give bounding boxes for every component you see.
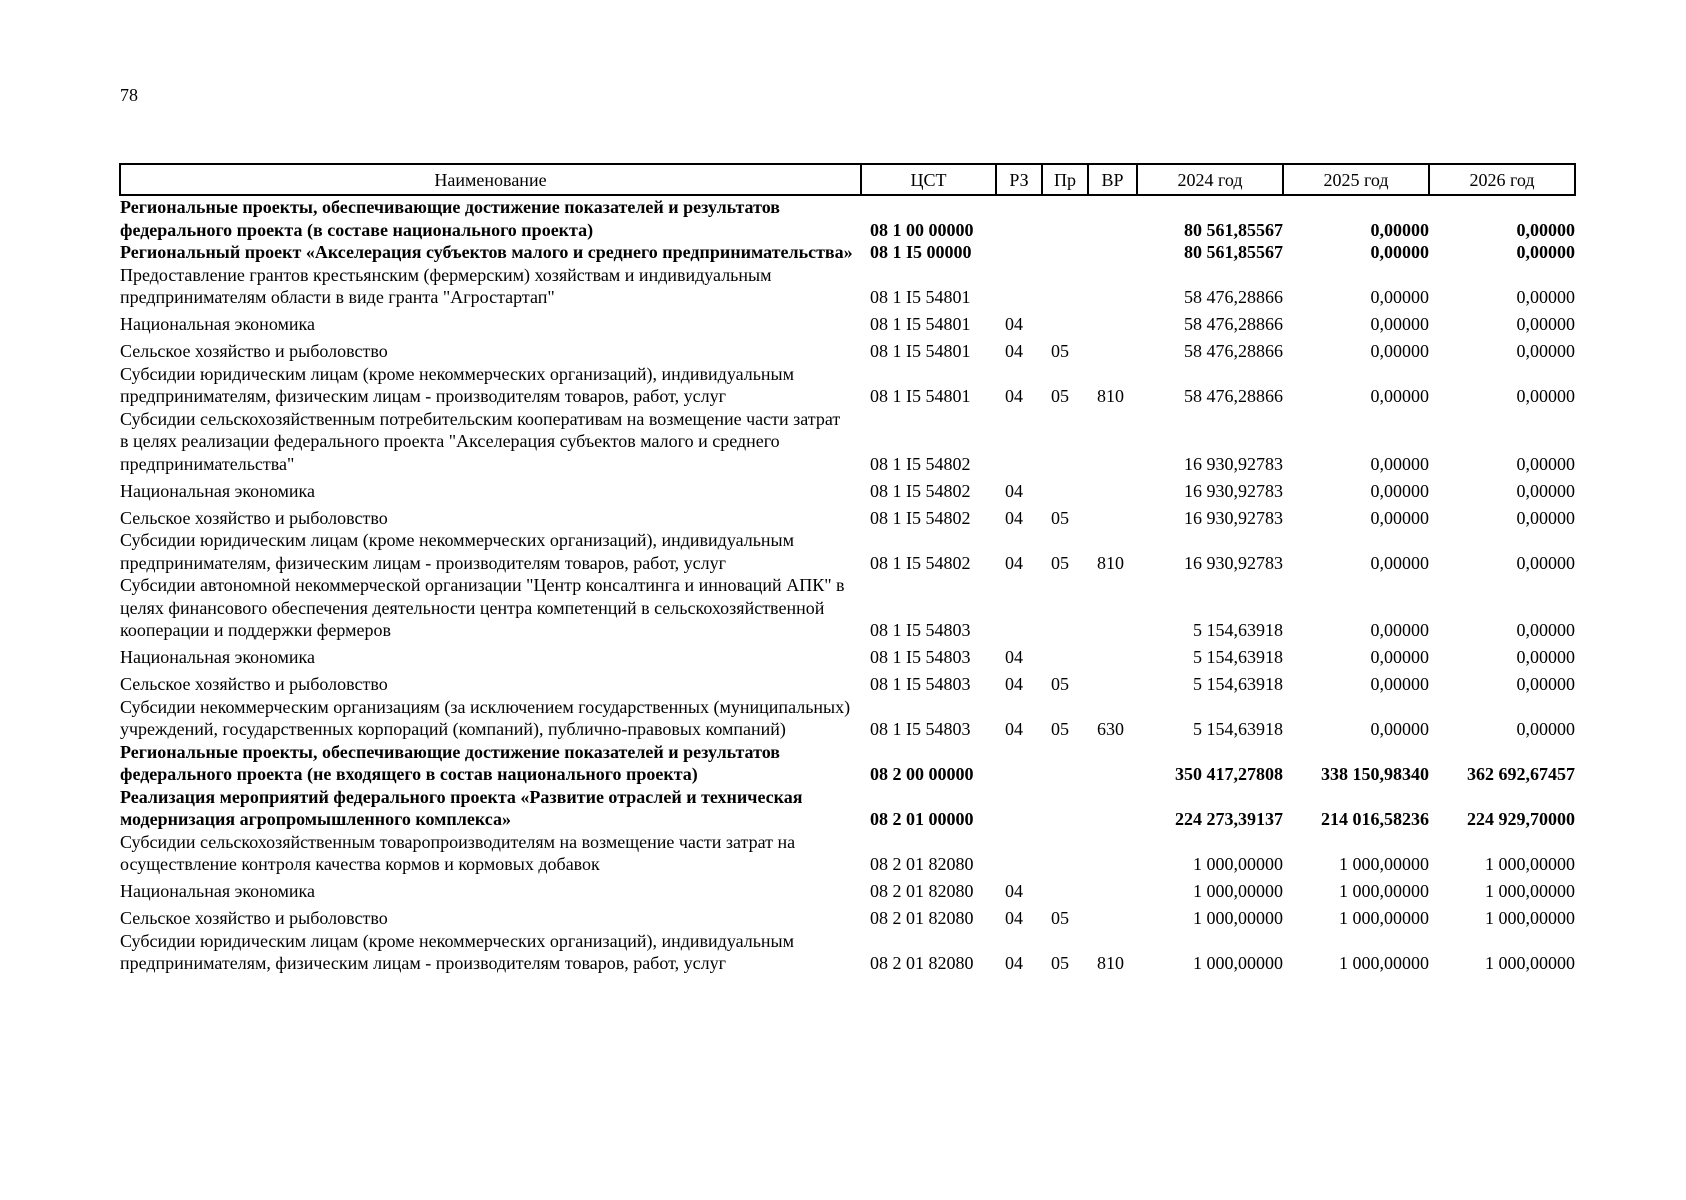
cell-2024: 1 000,00000 [1193, 881, 1283, 901]
budget-table [119, 163, 1576, 975]
cell-rz: 04 [1005, 507, 1023, 528]
cell-2025: 0,00000 [1370, 287, 1429, 307]
table-row [120, 241, 1575, 264]
cell-pr [1042, 786, 1088, 831]
cell-vr: 810 [1097, 552, 1124, 573]
table-row [120, 876, 1575, 903]
table-row [120, 903, 1575, 930]
cell-rz [996, 264, 1042, 309]
header-vr: ВР [1088, 164, 1137, 195]
cell-2024: 1 000,00000 [1193, 953, 1283, 973]
cell-2026: 0,00000 [1516, 507, 1575, 528]
cell-vr [1088, 876, 1137, 903]
cell-2026: 0,00000 [1516, 341, 1575, 361]
cell-rz [996, 195, 1042, 241]
cell-vr [1088, 408, 1137, 476]
cell-name: Национальная экономика [120, 480, 315, 501]
table-row [120, 669, 1575, 696]
cell-name: Реализация мероприятий федерального проекта «Развитие отраслей и техническая модернизация агропромышленного комплекса» [120, 786, 803, 829]
cell-2025: 0,00000 [1370, 552, 1429, 573]
cell-cst: 08 1 I5 54801 [870, 287, 971, 307]
cell-2026: 1 000,00000 [1485, 881, 1575, 901]
cell-name: Региональный проект «Акселерация субъектов малого и среднего предпринимательства» [120, 242, 853, 262]
cell-pr [1042, 264, 1088, 309]
cell-2026: 0,00000 [1516, 620, 1575, 640]
table-row [120, 195, 1575, 241]
header-2026: 2026 год [1429, 164, 1575, 195]
cell-pr [1042, 574, 1088, 642]
cell-vr: 810 [1097, 386, 1124, 406]
cell-name: Сельское хозяйство и рыболовство [120, 908, 388, 928]
cell-cst: 08 2 00 00000 [870, 764, 974, 784]
cell-2026: 1 000,00000 [1485, 908, 1575, 928]
header-2024: 2024 год [1137, 164, 1283, 195]
cell-2026: 0,00000 [1516, 314, 1575, 334]
cell-vr [1088, 502, 1137, 529]
table-row [120, 642, 1575, 669]
table-row [120, 475, 1575, 502]
cell-2024: 16 930,92783 [1184, 552, 1283, 573]
cell-2025: 0,00000 [1370, 219, 1429, 240]
table-row [120, 363, 1575, 408]
cell-2025: 0,00000 [1370, 620, 1429, 640]
header-2025: 2025 год [1283, 164, 1429, 195]
cell-pr [1042, 309, 1088, 336]
cell-2026: 0,00000 [1516, 647, 1575, 667]
cell-pr [1042, 642, 1088, 669]
cell-name: Предоставление грантов крестьянским (фермерским) хозяйствам и индивидуальным предпринимателям области в виде гранта "Агростартап" [120, 264, 772, 307]
cell-2024: 58 476,28866 [1184, 314, 1283, 334]
cell-pr [1042, 741, 1088, 786]
cell-2024: 224 273,39137 [1175, 809, 1283, 829]
cell-pr: 05 [1051, 507, 1069, 528]
table-row [120, 408, 1575, 476]
cell-name: Субсидии юридическим лицам (кроме некоммерческих организаций), индивидуальным предпринимателям, физическим лицам - производителям товаров, работ, услуг [120, 930, 795, 973]
cell-2026: 0,00000 [1516, 219, 1575, 240]
cell-rz [996, 574, 1042, 642]
cell-2024: 16 930,92783 [1184, 453, 1283, 474]
cell-2026: 0,00000 [1516, 386, 1575, 406]
cell-pr: 05 [1051, 386, 1069, 406]
cell-name: Региональные проекты, обеспечивающие достижение показателей и результатов федерального проекта (не входящего в состав национального проекта) [120, 741, 780, 784]
cell-rz: 04 [1005, 341, 1023, 361]
cell-2024: 1 000,00000 [1193, 908, 1283, 928]
cell-2025: 1 000,00000 [1339, 854, 1429, 874]
cell-2025: 0,00000 [1370, 453, 1429, 474]
cell-2024: 16 930,92783 [1184, 480, 1283, 501]
cell-2026: 0,00000 [1516, 480, 1575, 501]
cell-rz [996, 786, 1042, 831]
cell-pr: 05 [1051, 908, 1069, 928]
cell-pr: 05 [1051, 341, 1069, 361]
cell-vr [1088, 741, 1137, 786]
cell-2026: 0,00000 [1516, 674, 1575, 694]
cell-cst: 08 1 I5 54803 [870, 719, 971, 739]
header-rz: РЗ [996, 164, 1042, 195]
cell-vr [1088, 669, 1137, 696]
cell-name: Национальная экономика [120, 314, 315, 334]
cell-pr: 05 [1051, 674, 1069, 694]
cell-2026: 1 000,00000 [1485, 953, 1575, 973]
cell-vr [1088, 336, 1137, 363]
cell-cst: 08 1 I5 54801 [870, 341, 971, 361]
cell-name: Региональные проекты, обеспечивающие достижение показателей и результатов федерального проекта (в составе национального проекта) [120, 197, 780, 240]
cell-cst: 08 1 I5 54803 [870, 647, 971, 667]
page-number: 78 [120, 85, 138, 105]
cell-rz: 04 [1005, 881, 1023, 901]
cell-name: Сельское хозяйство и рыболовство [120, 341, 388, 361]
cell-2025: 338 150,98340 [1321, 764, 1429, 784]
cell-2024: 58 476,28866 [1184, 341, 1283, 361]
cell-vr: 630 [1097, 719, 1124, 739]
cell-cst: 08 2 01 82080 [870, 881, 974, 901]
table-row [120, 831, 1575, 876]
cell-name: Субсидии некоммерческим организациям (за исключением государственных (муниципальных) учреждений, государственных корпораций (компаний), публично-правовых компаний) [120, 696, 851, 739]
header-pr: Пр [1042, 164, 1088, 195]
cell-name: Субсидии сельскохозяйственным потребительским кооперативам на возмещение части затрат в целях реализации федерального проекта "Акселерация субъектов малого и среднего предпринимательства" [120, 408, 841, 474]
cell-cst: 08 1 I5 54802 [870, 480, 971, 501]
cell-rz: 04 [1005, 480, 1023, 501]
table-row [120, 309, 1575, 336]
cell-rz [996, 241, 1042, 264]
cell-vr [1088, 574, 1137, 642]
table-row [120, 930, 1575, 975]
cell-rz: 04 [1005, 552, 1023, 573]
cell-2026: 1 000,00000 [1485, 854, 1575, 874]
cell-2025: 0,00000 [1370, 507, 1429, 528]
cell-cst: 08 1 00 00000 [870, 219, 974, 240]
cell-rz: 04 [1005, 647, 1023, 667]
cell-2024: 5 154,63918 [1193, 674, 1283, 694]
cell-2024: 80 561,85567 [1184, 242, 1283, 262]
cell-2025: 0,00000 [1370, 386, 1429, 406]
cell-pr [1042, 408, 1088, 476]
cell-cst: 08 1 I5 54802 [870, 507, 971, 528]
cell-vr [1088, 831, 1137, 876]
cell-2024: 80 561,85567 [1184, 219, 1283, 240]
cell-2024: 1 000,00000 [1193, 854, 1283, 874]
cell-2025: 0,00000 [1370, 341, 1429, 361]
cell-rz [996, 408, 1042, 476]
cell-vr [1088, 475, 1137, 502]
cell-2024: 58 476,28866 [1184, 287, 1283, 307]
cell-2026: 0,00000 [1516, 719, 1575, 739]
cell-2026: 0,00000 [1516, 242, 1575, 262]
cell-2025: 0,00000 [1370, 647, 1429, 667]
cell-2024: 16 930,92783 [1184, 507, 1283, 528]
cell-cst: 08 1 I5 54803 [870, 674, 971, 694]
cell-rz: 04 [1005, 674, 1023, 694]
cell-vr [1088, 903, 1137, 930]
cell-rz: 04 [1005, 908, 1023, 928]
cell-vr [1088, 241, 1137, 264]
cell-pr: 05 [1051, 552, 1069, 573]
header-name: Наименование [120, 164, 861, 195]
cell-2025: 0,00000 [1370, 480, 1429, 501]
cell-pr [1042, 876, 1088, 903]
cell-vr [1088, 195, 1137, 241]
table-row [120, 336, 1575, 363]
table-header-row [120, 164, 1575, 195]
cell-name: Субсидии юридическим лицам (кроме некоммерческих организаций), индивидуальным предпринимателям, физическим лицам - производителям товаров, работ, услуг [120, 363, 795, 406]
cell-name: Сельское хозяйство и рыболовство [120, 674, 388, 694]
table-row [120, 529, 1575, 574]
cell-2024: 350 417,27808 [1175, 764, 1283, 784]
table-row [120, 741, 1575, 786]
cell-2025: 1 000,00000 [1339, 908, 1429, 928]
cell-cst: 08 2 01 82080 [870, 854, 974, 874]
cell-vr [1088, 309, 1137, 336]
cell-2025: 1 000,00000 [1339, 881, 1429, 901]
cell-name: Субсидии юридическим лицам (кроме некоммерческих организаций), индивидуальным предпринимателям, физическим лицам - производителям товаров, работ, услуг [120, 530, 795, 573]
cell-vr [1088, 264, 1137, 309]
cell-2024: 5 154,63918 [1193, 620, 1283, 640]
cell-2025: 0,00000 [1370, 719, 1429, 739]
table-row [120, 574, 1575, 642]
cell-pr [1042, 831, 1088, 876]
cell-cst: 08 1 I5 54803 [870, 620, 971, 640]
cell-pr [1042, 195, 1088, 241]
table-row [120, 786, 1575, 831]
cell-2026: 0,00000 [1516, 453, 1575, 474]
cell-2025: 0,00000 [1370, 314, 1429, 334]
cell-name: Национальная экономика [120, 881, 315, 901]
table-row [120, 502, 1575, 529]
cell-cst: 08 1 I5 00000 [870, 242, 972, 262]
cell-2024: 58 476,28866 [1184, 386, 1283, 406]
cell-cst: 08 1 I5 54802 [870, 552, 971, 573]
cell-pr [1042, 241, 1088, 264]
cell-vr: 810 [1097, 953, 1124, 973]
cell-rz: 04 [1005, 386, 1023, 406]
cell-rz: 04 [1005, 719, 1023, 739]
cell-2026: 0,00000 [1516, 287, 1575, 307]
cell-cst: 08 1 I5 54801 [870, 314, 971, 334]
cell-cst: 08 2 01 82080 [870, 953, 974, 973]
cell-name: Сельское хозяйство и рыболовство [120, 507, 388, 528]
cell-2025: 214 016,58236 [1321, 809, 1429, 829]
cell-2025: 1 000,00000 [1339, 953, 1429, 973]
cell-2026: 0,00000 [1516, 552, 1575, 573]
cell-rz [996, 831, 1042, 876]
cell-vr [1088, 642, 1137, 669]
header-cst: ЦСТ [861, 164, 996, 195]
cell-2025: 0,00000 [1370, 242, 1429, 262]
table-body [120, 195, 1575, 975]
cell-cst: 08 2 01 00000 [870, 809, 974, 829]
cell-cst: 08 1 I5 54801 [870, 386, 971, 406]
cell-2026: 362 692,67457 [1467, 764, 1575, 784]
cell-cst: 08 2 01 82080 [870, 908, 974, 928]
cell-pr: 05 [1051, 953, 1069, 973]
cell-2024: 5 154,63918 [1193, 647, 1283, 667]
cell-vr [1088, 786, 1137, 831]
table-row [120, 696, 1575, 741]
cell-2024: 5 154,63918 [1193, 719, 1283, 739]
cell-name: Национальная экономика [120, 647, 315, 667]
cell-pr [1042, 475, 1088, 502]
cell-2026: 224 929,70000 [1467, 809, 1575, 829]
cell-pr: 05 [1051, 719, 1069, 739]
cell-rz: 04 [1005, 314, 1023, 334]
cell-name: Субсидии автономной некоммерческой организации "Центр консалтинга и инноваций АПК" в целях финансового обеспечения деятельности центра компетенций в сельскохозяйственной кооперации и поддержки фермеров [120, 575, 845, 640]
cell-name: Субсидии сельскохозяйственным товаропроизводителям на возмещение части затрат на осуществление контроля качества кормов и кормовых добавок [120, 831, 796, 874]
cell-cst: 08 1 I5 54802 [870, 453, 971, 474]
table-row [120, 264, 1575, 309]
cell-rz [996, 741, 1042, 786]
cell-2025: 0,00000 [1370, 674, 1429, 694]
cell-rz: 04 [1005, 953, 1023, 973]
